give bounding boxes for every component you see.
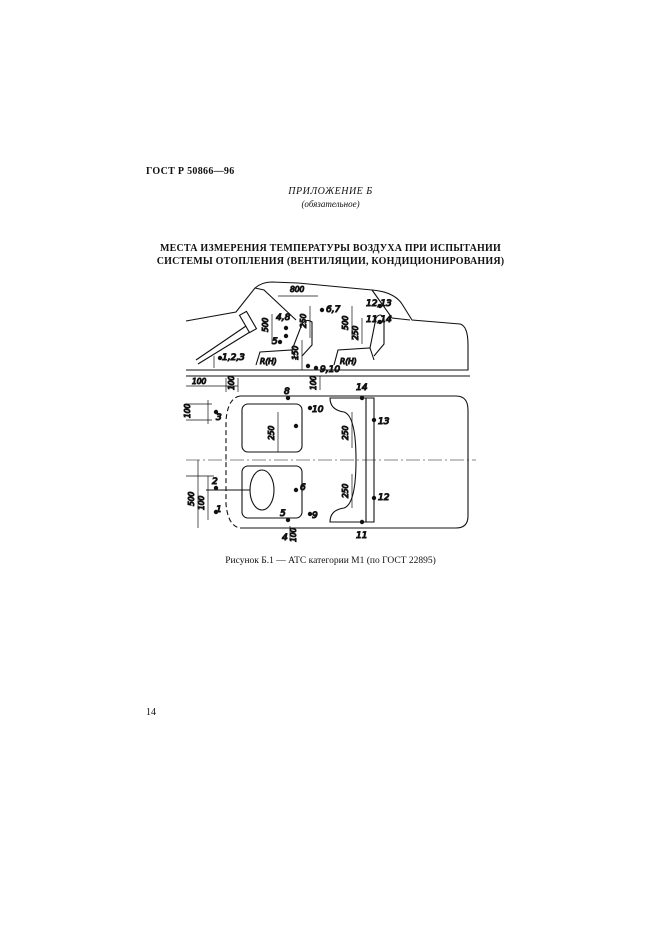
point-9 [306,364,310,368]
steering-wheel-side [240,311,257,332]
label-top-4: 5 [280,509,286,519]
label-top-5: 6 [300,483,306,493]
top-point-7 [294,424,298,428]
label-top-12: 14 [356,383,368,393]
label-side-5: 12,13 [366,299,392,309]
top-point-14 [360,396,364,400]
appendix-title: ПРИЛОЖЕНИЕ Б [288,186,373,197]
label-side-6: 11,14 [366,315,392,325]
front-bumper-dashed [226,396,240,528]
point-10 [314,366,318,370]
section-title-line-2: СИСТЕМЫ ОТОПЛЕНИЯ (ВЕНТИЛЯЦИИ, КОНДИЦИОНИРОВАНИЯ) [156,256,505,267]
document-header: ГОСТ Р 50866—96 [146,166,235,177]
label-top-2: 3 [216,413,222,423]
top-point-11 [360,520,364,524]
appendix-status: (обязательное) [301,199,360,209]
seat-ref-front: R(H) [260,357,277,366]
label-top-11: 13 [378,417,390,427]
label-top-6: 8 [284,387,290,397]
label-top-8: 10 [312,405,324,415]
front-right-seat [242,466,302,518]
label-top-1: 2 [212,477,218,487]
steering-wheel-top [250,470,274,510]
point-6-7 [320,308,324,312]
label-top-7: 9 [312,511,318,521]
label-side-2: 5 [272,337,278,347]
side-view [186,282,470,392]
label-top-9: 11 [356,531,368,541]
dim-side-6: 100 [309,375,318,390]
dim-side-1: 500 [261,317,270,332]
dim-side-5: 100 [227,375,236,390]
page-number: 14 [146,707,156,718]
dim-top-6: 100 [289,527,298,542]
label-side-0: 6,7 [326,305,341,315]
top-point-12 [372,496,376,500]
figure-caption: Рисунок Б.1 — АТС категории М1 (по ГОСТ 22895) [225,556,436,566]
dim-side-3: 150 [291,345,300,360]
dim-side-0: 800 [290,285,305,294]
dim-top-0: 100 [183,403,192,418]
dim-side-8: 250 [351,325,360,340]
label-top-3: 4 [282,533,288,543]
label-top-0: 1 [216,505,222,515]
dim-side-2: 250 [299,313,308,328]
dim-top-2: 250 [341,425,350,440]
seat-ref-rear: R(H) [340,357,357,366]
top-point-4 [286,518,290,522]
label-side-1: 4,8 [276,313,291,323]
top-view [186,396,476,540]
point-4-8 [284,326,288,330]
dim-top-3: 100 [197,495,206,510]
top-point-13 [372,418,376,422]
dim-side-7: 500 [341,315,350,330]
top-dimension-lines [186,400,352,540]
point-5 [278,340,282,344]
section-title-line-1: МЕСТА ИЗМЕРЕНИЯ ТЕМПЕРАТУРЫ ВОЗДУХА ПРИ ИСПЫТАНИИ [160,243,501,254]
car-top-outline [240,396,468,528]
dim-top-1: 250 [267,425,276,440]
label-top-10: 12 [378,493,390,503]
dim-top-5: 250 [341,483,350,498]
dim-top-4: 500 [187,491,196,506]
label-side-4: 9,10 [320,365,341,375]
top-point-6 [294,488,298,492]
label-side-3: 1,2,3 [222,353,245,363]
point-4-8b [284,334,288,338]
dim-side-4: 100 [192,377,207,386]
